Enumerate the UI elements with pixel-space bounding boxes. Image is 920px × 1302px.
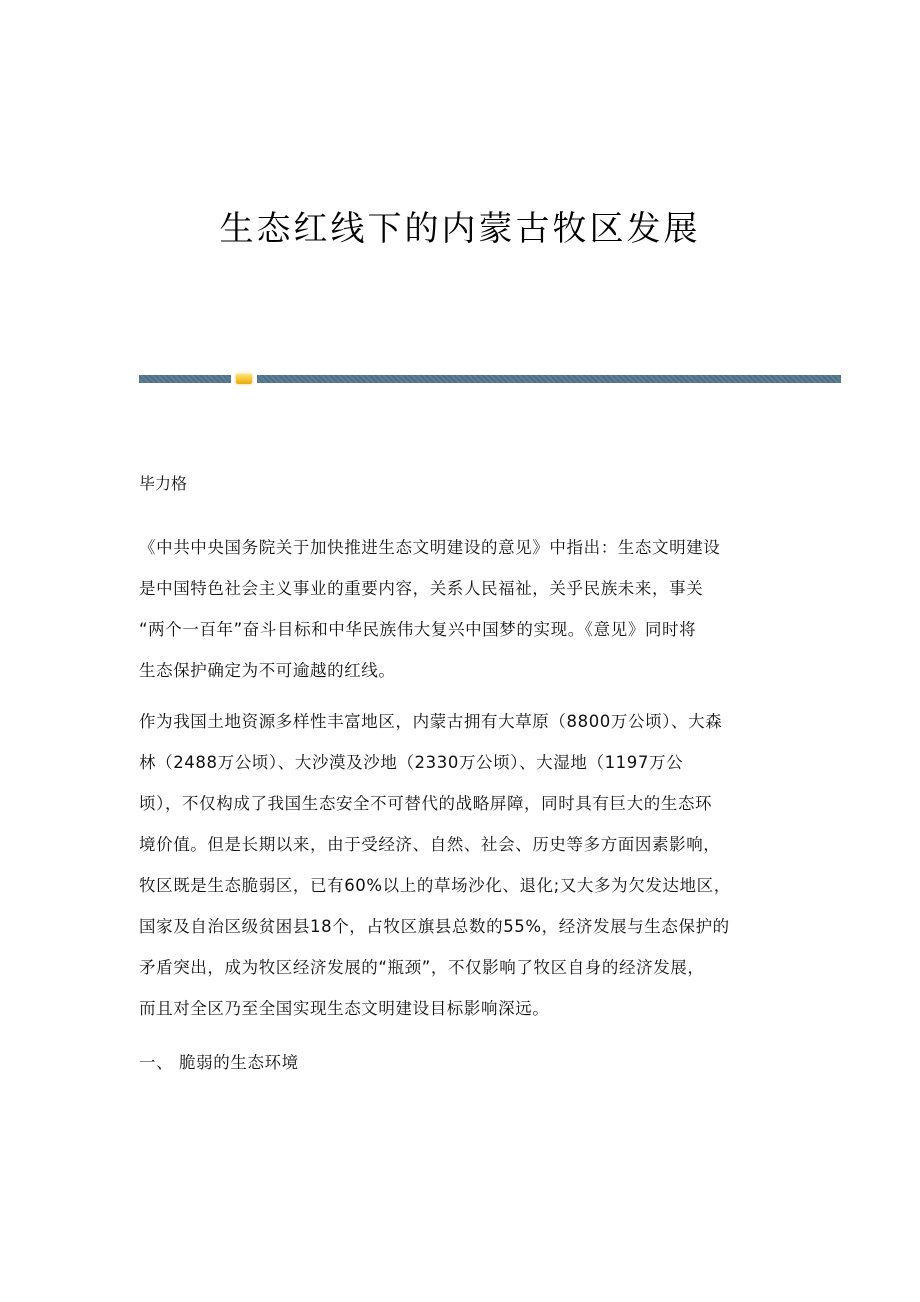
paragraph-2 xyxy=(139,701,779,1029)
document-body xyxy=(139,474,779,1073)
paragraph-line: 而且对全区乃至全国实现生态文明建设目标影响深远。 xyxy=(139,999,550,1018)
paragraph-line: “两个一百年”奋斗目标和中华民族伟大复兴中国梦的实现。《意见》同时将 xyxy=(139,620,697,639)
paragraph-line: 顷），不仅构成了我国生态安全不可替代的战略屏障，同时具有巨大的生态环 xyxy=(139,794,713,813)
paragraph-line: 牧区既是生态脆弱区，已有60%以上的草场沙化、退化;又大多为欠发达地区， xyxy=(139,876,731,895)
divider-bar-left xyxy=(139,375,231,383)
paragraph-line: 作为我国土地资源多样性丰富地区，内蒙古拥有大草原（8800万公顷）、大森 xyxy=(139,712,723,731)
paragraph-1 xyxy=(139,527,779,691)
title-divider xyxy=(139,375,841,383)
gold-emblem-icon xyxy=(236,374,252,384)
author-name: 毕力格 xyxy=(139,474,188,493)
divider-bar-right xyxy=(257,375,841,383)
paragraph-line: 国家及自治区级贫困县18个，占牧区旗县总数的55%，经济发展与生态保护的 xyxy=(139,917,730,936)
paragraph-line: 生态保护确定为不可逾越的红线。 xyxy=(139,661,396,680)
paragraph-line: 林（2488万公顷）、大沙漠及沙地（2330万公顷）、大湿地（1197万公 xyxy=(139,753,684,772)
paragraph-line: 是中国特色社会主义事业的重要内容，关系人民福祉，关乎民族未来，事关 xyxy=(139,579,704,598)
paragraph-line: 《中共中央国务院关于加快推进生态文明建设的意见》中指出：生态文明建设 xyxy=(139,538,721,557)
paragraph-line: 境价值。但是长期以来，由于受经济、自然、社会、历史等多方面因素影响， xyxy=(139,835,721,854)
section-heading: 一、 脆弱的生态环境 xyxy=(139,1053,299,1072)
paragraph-line: 矛盾突出，成为牧区经济发展的“瓶颈”，不仅影响了牧区自身的经济发展， xyxy=(139,958,705,977)
document-title: 生态红线下的内蒙古牧区发展 xyxy=(219,209,701,249)
